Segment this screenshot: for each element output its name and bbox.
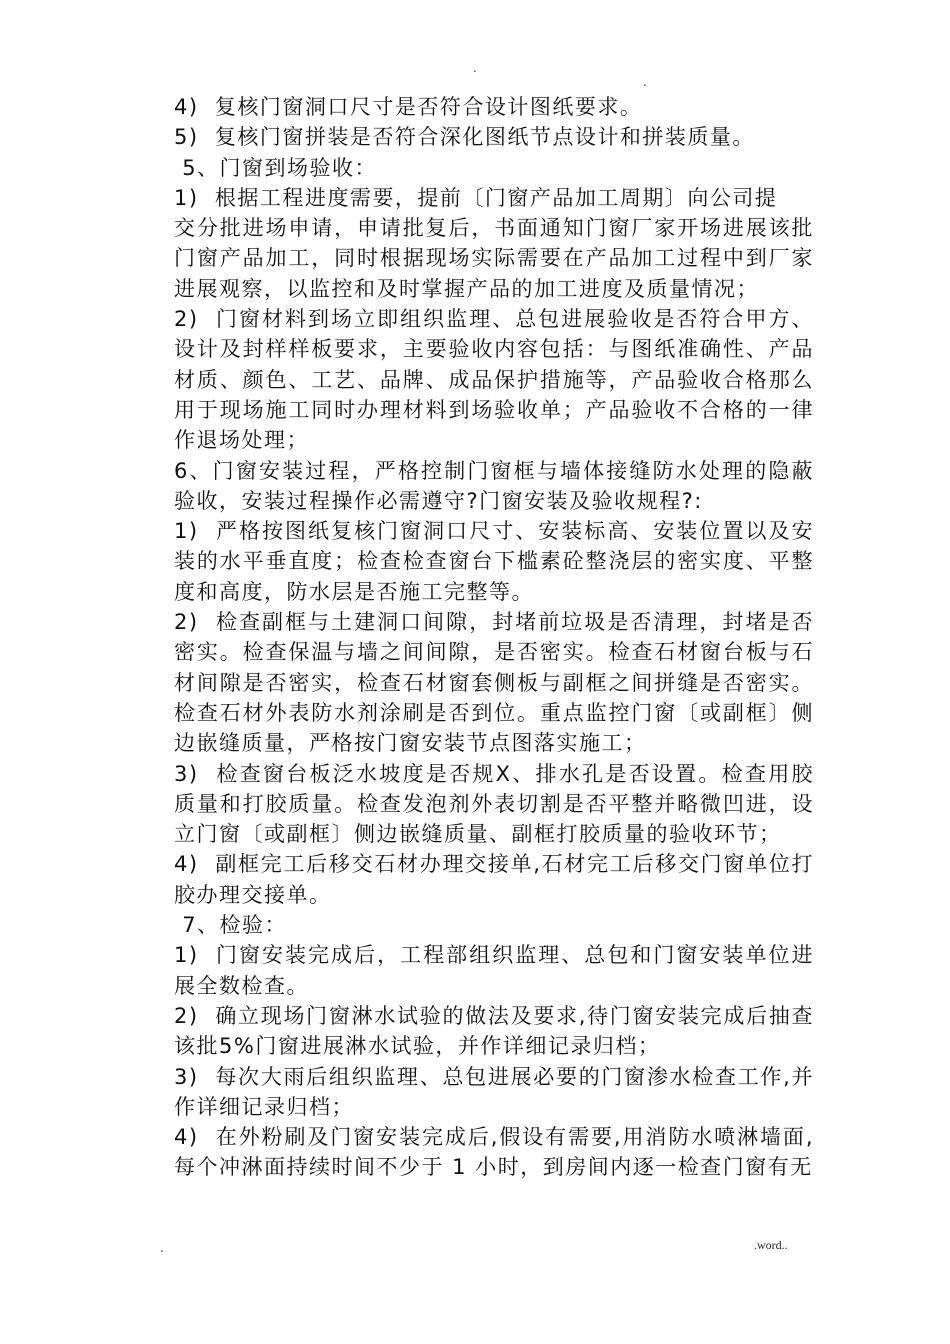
paragraph-7-1: 1) 门窗安装完成后，工程部组织监理、总包和门窗安装单位进展全数检查。 bbox=[174, 943, 814, 998]
paragraph-5-2: 2) 门窗材料到场立即组织监理、总包进展验收是否符合甲方、设计及封样样板要求，主要验收内容包括：与图纸准确性、产品材质、颜色、工艺、品牌、成品保护措施等，产品验收合格那么用于现场施工同时办理材料到场验收单；产品验收不合格的一律作退场处理； bbox=[174, 307, 814, 453]
section-heading-5: 5、门窗到场验收： bbox=[174, 155, 378, 180]
paragraph-6-1: 1) 严格按图纸复核门窗洞口尺寸、安装标高、安装位置以及安装的水平垂直度；检查检查窗台下槛素砼整浇层的密实度、平整度和高度，防水层是否施工完整等。 bbox=[174, 519, 814, 604]
header-dot-right: . bbox=[643, 75, 647, 89]
paragraph-7-2: 2) 确立现场门窗淋水试验的做法及要求,待门窗安装完成后抽查该批5%门窗进展淋水试验，并作详细记录归档； bbox=[174, 1003, 814, 1059]
paragraph-6-3: 3) 检查窗台板泛水坡度是否规X、排水孔是否设置。检查用胶质量和打胶质量。检查发泡剂外表切割是否平整并略微凹进，设立门窗〔或副框〕侧边嵌缝质量、副框打胶质量的验收环节； bbox=[174, 761, 814, 847]
body-text bbox=[174, 92, 814, 1183]
footer-dot: . bbox=[160, 1241, 164, 1255]
section-heading-7: 7、检验： bbox=[174, 913, 288, 938]
paragraph-6-2: 2) 检查副框与土建洞口间隙，封堵前垃圾是否清理，封堵是否密实。检查保温与墙之间间隙，是否密实。检查石材窗台板与石材间隙是否密实，检查石材窗套侧板与副框之间拼缝是否密实。检查石材外表防水剂涂刷是否到位。重点监控门窗〔或副框〕侧边嵌缝质量，严格按门窗安装节点图落实施工； bbox=[174, 610, 814, 756]
paragraph-5-1: 1) 根据工程进度需要，提前〔门窗产品加工周期〕向公司提 交分批进场申请，申请批复后，书面通知门窗厂家开场进展该批门窗产品加工，同时根据现场实际需要在产品加工过程中到厂家进展观察，以监控和及时掌握产品的加工进度及质量情况； bbox=[174, 185, 814, 301]
paragraph-7-4: 4) 在外粉刷及门窗安装完成后,假设有需要,用消防水喷淋墙面,每个冲淋面持续时间不少于 1 小时，到房间内逐一检查门窗有无 bbox=[174, 1125, 814, 1180]
paragraph-4-check-opening: 4) 复核门窗洞口尺寸是否符合设计图纸要求。 bbox=[174, 95, 643, 119]
footer-word: .word.. bbox=[754, 1238, 788, 1252]
paragraph-6-4: 4) 副框完工后移交石材办理交接单,石材完工后移交门窗单位打胶办理交接单。 bbox=[174, 852, 814, 907]
section-heading-6: 6、门窗安装过程，严格控制门窗框与墙体接缝防水处理的隐蔽验收，安装过程操作必需遵守?门窗安装及验收规程?: bbox=[174, 458, 814, 513]
paragraph-7-3: 3) 每次大雨后组织监理、总包进展必要的门窗渗水检查工作,并作详细记录归档； bbox=[174, 1064, 814, 1119]
header-dot-left: . bbox=[473, 61, 477, 75]
paragraph-5-check-assembly: 5) 复核门窗拼装是否符合深化图纸节点设计和拼装质量。 bbox=[174, 125, 755, 150]
